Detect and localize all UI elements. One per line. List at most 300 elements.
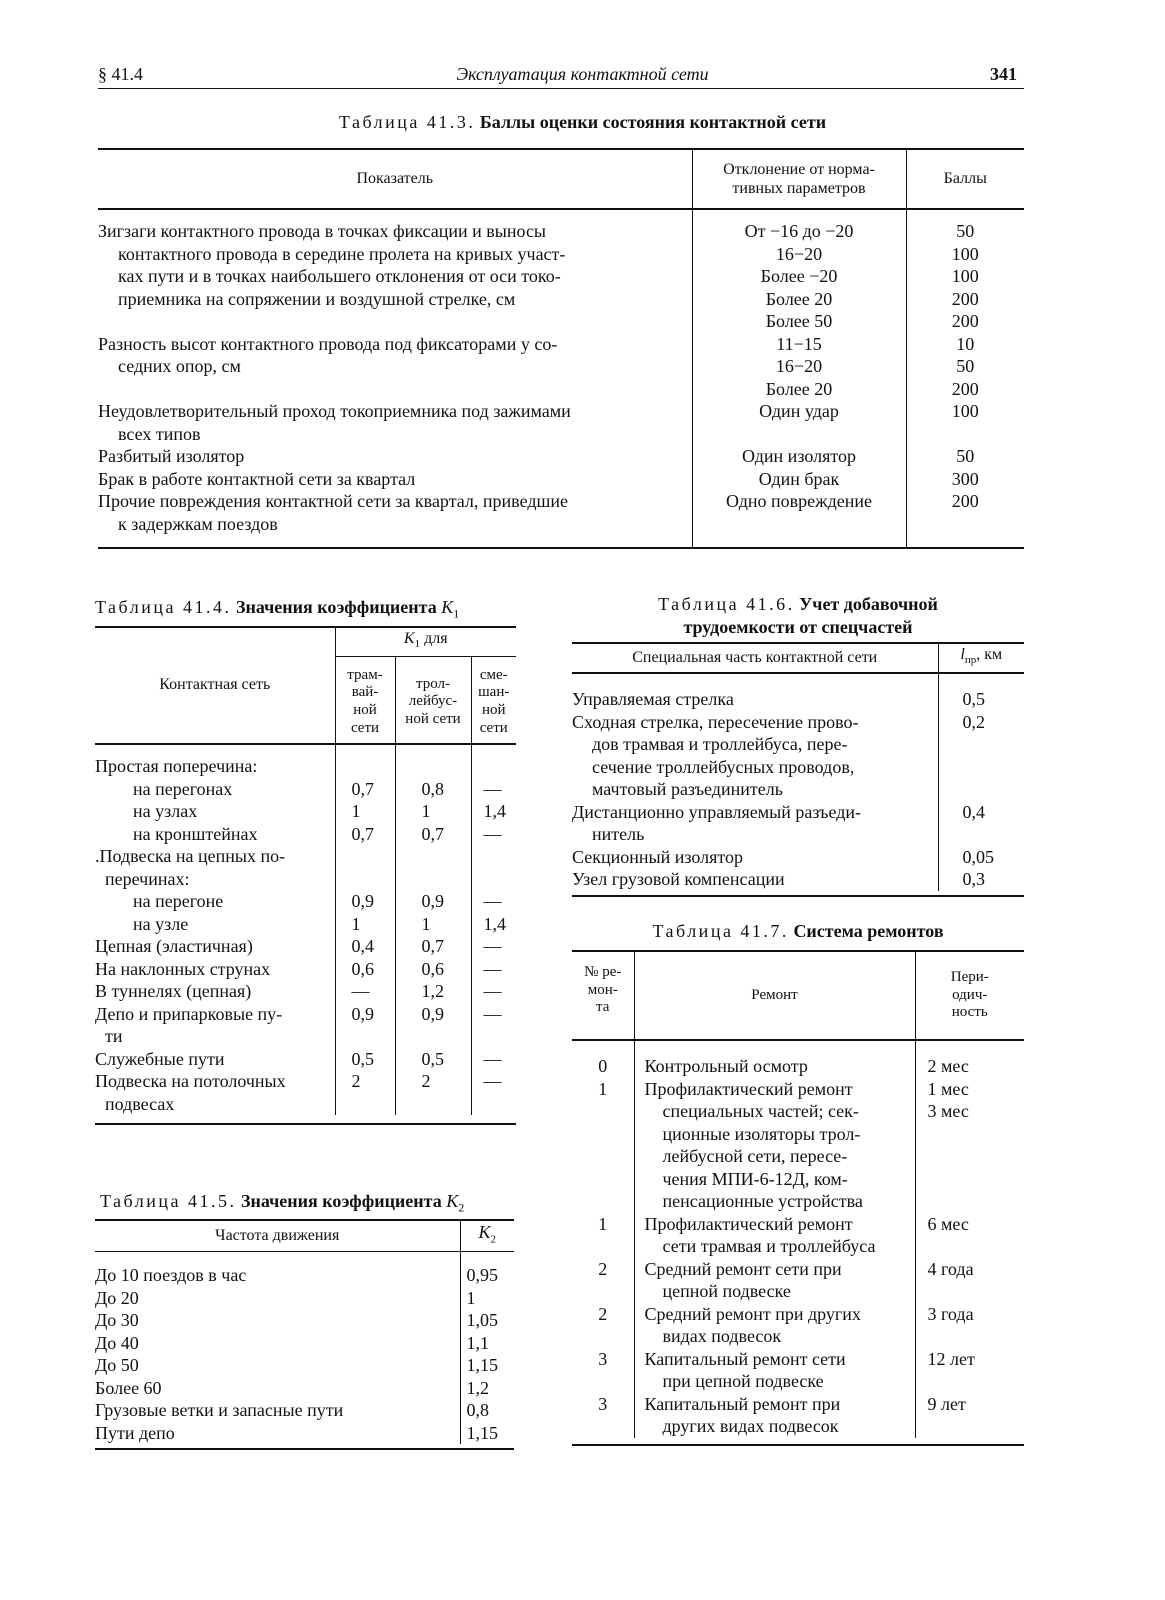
- deviation-value: Одно повреждение: [725, 491, 872, 511]
- col-header-points-label: Баллы: [943, 169, 987, 187]
- table-row: [95, 1093, 516, 1116]
- points-value: 50: [956, 356, 975, 376]
- col-header-line: ной: [353, 702, 377, 719]
- points-value: 10: [956, 333, 975, 354]
- table-row: [572, 1040, 1024, 1078]
- points-block: [907, 400, 1025, 445]
- col-header-line: ность: [951, 1004, 988, 1021]
- indicator-line: Прочие повреждения контактной сети за квартал, приведшие: [98, 491, 568, 511]
- repair-periodicity: [915, 1078, 1024, 1213]
- caption-title-line-2: трудоемкости от спецчастей: [683, 616, 913, 637]
- indicator-line: к задержкам поездов: [118, 513, 278, 534]
- points-block: [907, 333, 1025, 401]
- row-value: 0,9: [395, 890, 471, 913]
- deviation-value: Один брак: [758, 468, 840, 489]
- row-value: 1,1: [460, 1332, 514, 1355]
- caption-number: Таблица 41.6.: [658, 594, 795, 614]
- table-row: [572, 1303, 1024, 1348]
- col-header-repair: [634, 951, 915, 1040]
- table-row: [95, 958, 516, 981]
- table-row: [95, 1048, 516, 1071]
- table-row: [95, 1025, 516, 1048]
- table-41-5-caption: [100, 1190, 464, 1216]
- row-value: —: [471, 890, 516, 913]
- deviation-block: [693, 445, 906, 468]
- table-row: [95, 1354, 514, 1377]
- row-label: Депо и припарковые пу-: [95, 1003, 283, 1024]
- row-value: 0,6: [395, 958, 471, 981]
- row-value: —: [471, 1003, 516, 1026]
- deviation-block: [693, 400, 906, 445]
- row-value: 0,7: [335, 778, 395, 801]
- table-row: [572, 801, 1024, 846]
- k2-subscript: 2: [490, 1233, 496, 1246]
- periodicity-value: 4 года: [927, 1258, 974, 1279]
- row-value: 0,7: [395, 935, 471, 958]
- section-number: § 41.4: [98, 64, 143, 84]
- col-header-deviation-line: Отклонение от норма-: [723, 161, 875, 178]
- table-row: [95, 913, 516, 936]
- deviation-value: 16−20: [775, 243, 823, 264]
- deviation-column: [692, 209, 906, 548]
- repair-description: [634, 1393, 915, 1438]
- col-header-indicator-label: Показатель: [356, 169, 434, 187]
- indicator-line: Неудовлетворительный проход токоприемника под зажимами: [98, 401, 571, 421]
- row-value: 1,05: [460, 1309, 514, 1332]
- repair-line: цепной подвеске: [662, 1281, 791, 1302]
- repair-periodicity: [915, 1040, 1024, 1078]
- caption-title: Значения коэффициента: [240, 1191, 442, 1211]
- row-label: До 10 поездов в час: [95, 1265, 247, 1286]
- indicator-block: [98, 220, 692, 333]
- row-label: на узлах: [133, 801, 198, 822]
- row-value: 1,2: [395, 980, 471, 1003]
- row-label: Пути депо: [95, 1422, 175, 1443]
- col-header-line: сме-: [479, 666, 508, 683]
- repair-line: лейбусной сети, пересе-: [662, 1146, 848, 1167]
- row-value: 0,9: [395, 1003, 471, 1026]
- col-header-line: мон-: [587, 981, 618, 998]
- table-row: [95, 980, 516, 1003]
- deviation-value: 16−20: [775, 356, 823, 376]
- row-value: [335, 744, 395, 778]
- periodicity-value: 1 мес: [927, 1078, 969, 1099]
- row-value: 1: [460, 1287, 514, 1310]
- indicator-line: Разность высот контактного провода под фиксаторами у со-: [98, 333, 558, 354]
- repair-number: 3: [598, 1348, 608, 1369]
- col-header-lpr: [938, 643, 1024, 673]
- row-label: на перегонах: [133, 778, 233, 799]
- repair-description: [634, 1078, 915, 1213]
- deviation-block: [693, 490, 906, 535]
- caption-title: Система ремонтов: [793, 921, 944, 941]
- table-row: [95, 1377, 514, 1400]
- row-label-line: сечение троллейбусных проводов,: [592, 756, 855, 777]
- table-header-row: [572, 643, 1024, 673]
- row-label: В туннелях (цепная): [95, 981, 252, 1002]
- repair-line: Средний ремонт при других: [644, 1303, 861, 1324]
- table-41-6: [572, 642, 1024, 897]
- row-label: До 40: [95, 1332, 139, 1353]
- deviation-value: Один изолятор: [742, 446, 856, 466]
- row-value: 1: [395, 913, 471, 936]
- row-value: 1,15: [460, 1422, 514, 1445]
- periodicity-value: 2 мес: [927, 1056, 969, 1077]
- col-header-network-label: Контактная сеть: [159, 676, 271, 694]
- repair-line: других видах подвесок: [662, 1416, 839, 1437]
- repair-description: [634, 1213, 915, 1258]
- indicator-line: приемника на сопряжении и воздушной стрелке, см: [118, 288, 516, 309]
- indicator-line: контактного провода в середине пролета на кривых участ-: [118, 243, 566, 264]
- col-header-frequency-label: Частота движения: [215, 1226, 340, 1244]
- row-value: 1,15: [460, 1354, 514, 1377]
- points-value: 50: [956, 446, 975, 466]
- row-label: [572, 868, 938, 891]
- table-row: [572, 1258, 1024, 1303]
- table-header-row: [98, 149, 1024, 209]
- col-header-line: та: [596, 999, 610, 1016]
- indicator-line: Зигзаги контактного провода в точках фиксации и выносы: [98, 221, 547, 241]
- table-header-row: [572, 951, 1024, 1040]
- table-row: [572, 1213, 1024, 1258]
- col-header-line: лейбус-: [408, 693, 458, 710]
- lpr-unit: , км: [976, 646, 1003, 664]
- indicator-column: [98, 209, 692, 548]
- row-label: До 30: [95, 1310, 139, 1331]
- row-value: [335, 1093, 395, 1116]
- table-row: [572, 1348, 1024, 1393]
- deviation-value: Один удар: [759, 401, 839, 421]
- row-value: 0,3: [938, 868, 1024, 891]
- repair-number: 1: [598, 1078, 608, 1099]
- table-row: [95, 1070, 516, 1093]
- table-row: [95, 1252, 514, 1287]
- points-column: [906, 209, 1024, 548]
- points-value: 200: [951, 311, 979, 331]
- col-header-k1-group: [335, 627, 516, 656]
- periodicity-value: 12 лет: [927, 1348, 975, 1369]
- points-value: 200: [951, 288, 979, 309]
- row-label: подвесах: [105, 1093, 175, 1114]
- col-header-line: шан-: [478, 684, 510, 701]
- row-value: 1,2: [460, 1377, 514, 1400]
- caption-number: Таблица 41.3.: [338, 112, 476, 132]
- col-header-special-part: [572, 643, 938, 673]
- row-label: Более 60: [95, 1377, 162, 1398]
- indicator-block: [98, 333, 692, 401]
- row-value: [471, 845, 516, 868]
- header-rule: [98, 88, 1024, 89]
- col-header-line: трол-: [415, 675, 451, 692]
- row-label-line: Секционный изолятор: [572, 846, 744, 867]
- periodicity-value: 6 мес: [927, 1213, 969, 1234]
- table-row: [572, 868, 1024, 891]
- points-value: 200: [951, 378, 979, 399]
- repair-description: [634, 1348, 915, 1393]
- table-bottom-rule: [572, 1438, 1024, 1445]
- row-value: [335, 868, 395, 891]
- indicator-line: ках пути и в точках наибольшего отклонения от оси токо-: [118, 266, 561, 286]
- row-value: 1: [395, 800, 471, 823]
- repair-line: Профилактический ремонт: [644, 1078, 853, 1099]
- table-41-7-caption: [572, 920, 1024, 943]
- row-value: —: [471, 958, 516, 981]
- repair-periodicity: [915, 1303, 1024, 1348]
- row-value: —: [471, 778, 516, 801]
- row-value: —: [471, 1048, 516, 1071]
- deviation-block: [693, 468, 906, 491]
- caption-number: Таблица 41.7.: [652, 921, 789, 941]
- row-value: 0,2: [938, 711, 1024, 801]
- row-label: перечинах:: [105, 868, 190, 889]
- caption-k-sub: 1: [453, 606, 460, 621]
- row-value: [335, 1025, 395, 1048]
- row-value: 0,6: [335, 958, 395, 981]
- table-41-5: [95, 1219, 514, 1450]
- col-header-line: вай-: [351, 684, 379, 701]
- table-body: [98, 148, 1024, 549]
- col-header-indicator: [98, 149, 692, 209]
- repair-number: 3: [598, 1393, 608, 1414]
- row-value: [395, 845, 471, 868]
- table-41-6-caption: [572, 593, 1024, 638]
- indicator-block: [98, 490, 692, 535]
- table-row: [572, 673, 1024, 711]
- row-value: 0,4: [938, 801, 1024, 846]
- table-row: [95, 1422, 514, 1445]
- repair-line: Контрольный осмотр: [644, 1056, 808, 1077]
- row-value: 2: [395, 1070, 471, 1093]
- table-row: [95, 744, 516, 778]
- row-value: 2: [335, 1070, 395, 1093]
- caption-title: Значения коэффициента: [235, 597, 437, 617]
- page-number: 341: [990, 64, 1017, 84]
- row-label-line: нитель: [592, 824, 645, 844]
- repair-description: [634, 1258, 915, 1303]
- row-label: Служебные пути: [95, 1048, 225, 1069]
- indicator-line: Брак в работе контактной сети за квартал: [98, 468, 416, 489]
- points-block: [907, 220, 1025, 333]
- row-value: [395, 868, 471, 891]
- row-value: —: [471, 980, 516, 1003]
- table-bottom-rule: [572, 891, 1024, 896]
- row-label-line: мачтовый разъединитель: [592, 779, 783, 799]
- row-value: 1,4: [471, 913, 516, 936]
- table-bottom-rule: [95, 1115, 516, 1124]
- points-value: 100: [951, 243, 979, 264]
- table-row: [95, 1399, 514, 1422]
- repair-periodicity: [915, 1393, 1024, 1438]
- repair-line: пенсационные устройства: [662, 1191, 863, 1212]
- col-header-number: [572, 951, 634, 1040]
- row-value: —: [471, 935, 516, 958]
- row-value: 0,9: [335, 890, 395, 913]
- table-row: [572, 711, 1024, 801]
- col-header-deviation: [692, 149, 906, 209]
- table-body: [95, 1219, 514, 1450]
- row-label-line: Сходная стрелка, пересечение прово-: [572, 711, 859, 732]
- table-header-row: [95, 627, 516, 656]
- k1-subscript: 1: [414, 638, 421, 651]
- caption-title: Баллы оценки состояния контактной сети: [479, 112, 827, 132]
- periodicity-value: 9 лет: [927, 1393, 966, 1414]
- lpr-symbol: l: [960, 646, 965, 664]
- repair-line: сети трамвая и троллейбуса: [662, 1236, 876, 1257]
- row-value: [335, 845, 395, 868]
- row-label: Грузовые ветки и запасные пути: [95, 1400, 344, 1421]
- row-label-line: Дистанционно управляемый разъеди-: [572, 801, 862, 822]
- points-value: 50: [956, 221, 975, 241]
- row-value: 0,7: [335, 823, 395, 846]
- row-value: [471, 744, 516, 778]
- caption-k: K: [446, 1191, 459, 1211]
- points-value: 100: [951, 401, 979, 421]
- col-header-trolleybus: [395, 656, 471, 744]
- table-row: [572, 846, 1024, 869]
- deviation-value: Более 20: [765, 378, 833, 399]
- row-label: [572, 846, 938, 869]
- k2-symbol: K: [478, 1222, 491, 1242]
- row-value: [471, 1093, 516, 1116]
- indicator-block: [98, 468, 692, 491]
- row-value: [471, 1025, 516, 1048]
- row-value: 0,5: [938, 673, 1024, 711]
- row-label: [572, 801, 938, 846]
- row-label: До 20: [95, 1287, 139, 1308]
- indicator-line: седних опор, см: [118, 356, 241, 376]
- repair-line: чения МПИ-6-12Д, ком-: [662, 1168, 848, 1189]
- table-row: [95, 1287, 514, 1310]
- repair-line: ционные изоляторы трол-: [662, 1123, 861, 1144]
- table-row: [95, 1003, 516, 1026]
- points-value: 100: [951, 266, 979, 286]
- row-label: на перегоне: [133, 891, 224, 912]
- deviation-value: От −16 до −20: [744, 221, 854, 241]
- row-label-line: дов трамвая и троллейбуса, пере-: [592, 734, 848, 754]
- indicator-block: [98, 445, 692, 468]
- running-title: Эксплуатация контактной сети: [456, 64, 709, 84]
- table-41-7: [572, 950, 1024, 1446]
- points-block: [907, 490, 1025, 535]
- repair-number: 0: [598, 1056, 608, 1077]
- repair-periodicity: [915, 1348, 1024, 1393]
- col-header-network: [95, 627, 335, 744]
- col-header-tram: [335, 656, 395, 744]
- deviation-value: Более 50: [765, 311, 833, 331]
- table-row: [95, 823, 516, 846]
- repair-line: Профилактический ремонт: [644, 1213, 853, 1234]
- row-value: [395, 1025, 471, 1048]
- col-header-points: [906, 149, 1024, 209]
- table-header-row: [95, 1220, 514, 1252]
- points-block: [907, 445, 1025, 468]
- repair-line: Капитальный ремонт при: [644, 1393, 841, 1414]
- row-value: 1,4: [471, 800, 516, 823]
- col-header-special-part-label: Специальная часть контактной сети: [632, 648, 878, 666]
- repair-line: Капитальный ремонт сети: [644, 1348, 846, 1369]
- table-body: [95, 626, 516, 1125]
- periodicity-value: 3 года: [927, 1303, 974, 1324]
- row-value: 0,5: [395, 1048, 471, 1071]
- repair-periodicity: [915, 1213, 1024, 1258]
- periodicity-value: 3 мес: [927, 1101, 969, 1122]
- col-header-line: № ре-: [584, 964, 622, 980]
- caption-title-line-1: Учет добавочной: [799, 594, 938, 614]
- table-row: [572, 1393, 1024, 1438]
- col-header-line: трам-: [347, 666, 383, 683]
- table-row: [572, 1078, 1024, 1213]
- col-header-line: ной сети: [405, 710, 461, 727]
- col-header-periodicity: [915, 951, 1024, 1040]
- caption-number: Таблица 41.5.: [100, 1191, 237, 1211]
- row-label: ти: [105, 1026, 123, 1047]
- row-value: 0,9: [335, 1003, 395, 1026]
- col-header-line: Пери-: [950, 969, 989, 985]
- repair-number: 1: [598, 1213, 608, 1234]
- col-header-mixed: [471, 656, 516, 744]
- deviation-block: [693, 220, 906, 333]
- row-value: —: [471, 1070, 516, 1093]
- repair-line: специальных частей; сек-: [662, 1101, 859, 1122]
- repair-number: 2: [598, 1258, 608, 1279]
- row-value: 1: [335, 800, 395, 823]
- table-41-3-caption: [0, 111, 1165, 134]
- row-value: —: [471, 823, 516, 846]
- row-label: Подвеска на потолочных: [95, 1071, 286, 1092]
- indicator-block: [98, 400, 692, 445]
- table-row: [95, 868, 516, 891]
- caption-k: K: [441, 597, 454, 617]
- row-label: До 50: [95, 1355, 139, 1376]
- table-row: [95, 778, 516, 801]
- deviation-value: Более 20: [765, 288, 833, 309]
- col-header-repair-label: Ремонт: [751, 986, 798, 1003]
- col-header-frequency: [95, 1220, 460, 1252]
- row-value: [395, 744, 471, 778]
- row-value: [395, 1093, 471, 1116]
- deviation-block: [693, 333, 906, 401]
- repair-line: при цепной подвеске: [662, 1371, 824, 1392]
- col-header-k2: [460, 1220, 514, 1252]
- points-value: 200: [951, 491, 979, 511]
- repair-periodicity: [915, 1258, 1024, 1303]
- table-row: [95, 935, 516, 958]
- table-body-row: [98, 209, 1024, 548]
- col-header-line: ной: [481, 702, 506, 719]
- row-label: .Подвеска на цепных по-: [95, 846, 286, 867]
- row-value: 0,8: [395, 778, 471, 801]
- row-value: 0,7: [395, 823, 471, 846]
- table-row: [95, 1332, 514, 1355]
- repair-number: 2: [598, 1303, 608, 1324]
- table-41-3: [98, 148, 1024, 549]
- row-value: 0,05: [938, 846, 1024, 869]
- repair-line: видах подвесок: [662, 1326, 782, 1347]
- deviation-value: Более −20: [760, 266, 838, 286]
- repair-description: [634, 1303, 915, 1348]
- indicator-line: всех типов: [118, 423, 201, 444]
- row-value: —: [335, 980, 395, 1003]
- caption-number: Таблица 41.4.: [95, 597, 232, 617]
- row-value: 0,95: [460, 1252, 514, 1287]
- row-value: 0,5: [335, 1048, 395, 1071]
- row-value: 1: [335, 913, 395, 936]
- deviation-value: 11−15: [776, 333, 822, 354]
- row-label-line: Управляемая стрелка: [572, 689, 734, 709]
- row-label: на кронштейнах: [133, 823, 258, 844]
- col-header-line: одич-: [952, 986, 988, 1003]
- repair-line: Средний ремонт сети при: [644, 1258, 842, 1279]
